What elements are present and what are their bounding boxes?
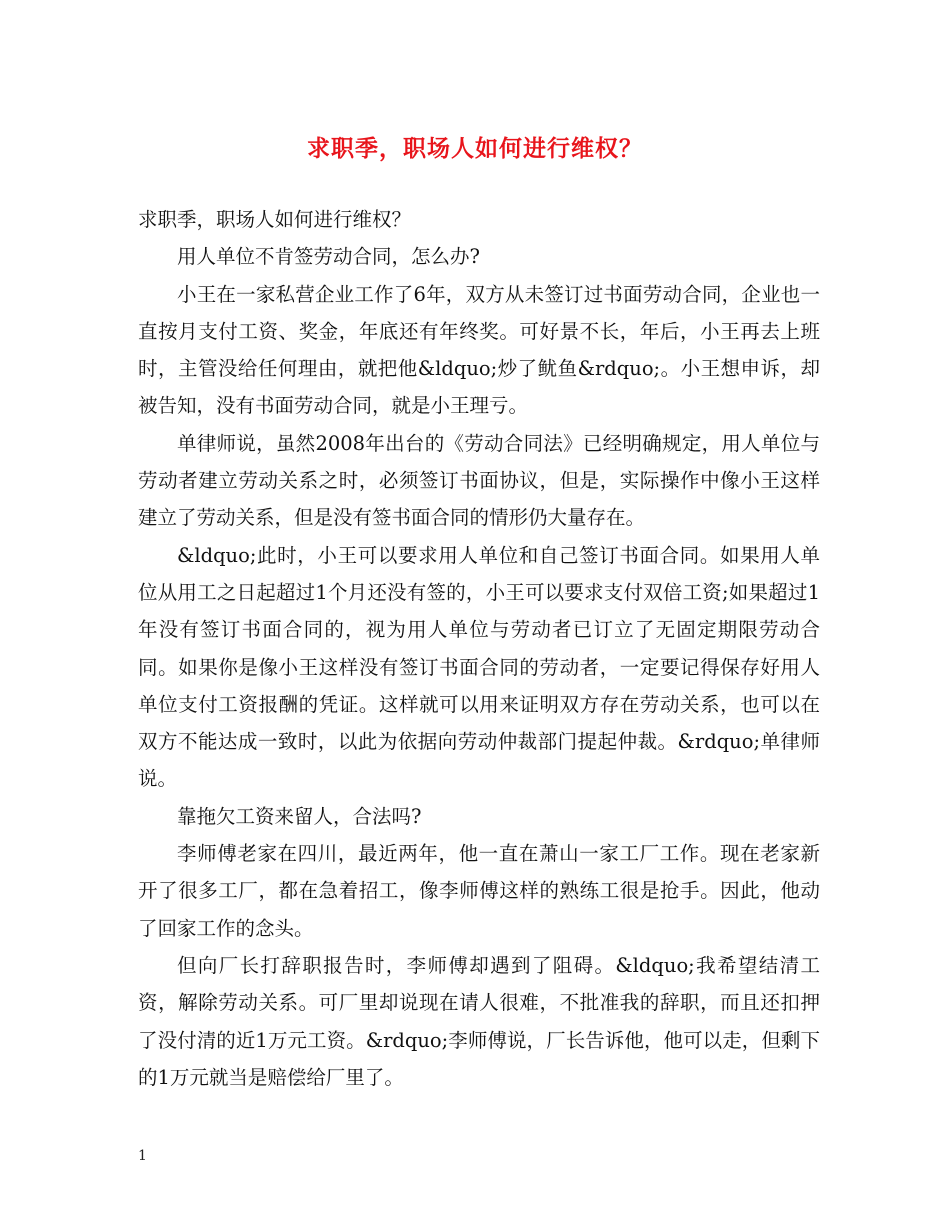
paragraph: &ldquo;此时，小王可以要求用人单位和自己签订书面合同。如果用人单位从用工之日起超过1个月还没有签的，小王可以要求支付双倍工资;如果超过1年没有签订书面合同的，视为用人单位与劳动者已订立了无固定期限劳动合同。如果你是像小王这样没有签订书面合同的劳动者，一定要记得保存好用人单位支付工资报酬的凭证。这样就可以用来证明双方存在劳动关系，也可以在双方不能达成一致时，以此为依据向劳动仲裁部门提起仲裁。&rdquo;单律师说。 bbox=[138, 543, 820, 791]
paragraph: 但向厂长打辞职报告时，李师傅却遇到了阻碍。&ldquo;我希望结清工资，解除劳动关系。可厂里却说现在请人很难，不批准我的辞职，而且还扣押了没付清的近1万元工资。&rdquo;李师傅说，厂长告诉他，他可以走，但剩下的1万元就当是赔偿给厂里了。 bbox=[138, 953, 820, 1089]
paragraph: 求职季，职场人如何进行维权？ bbox=[138, 208, 412, 231]
page-number: 1 bbox=[138, 1148, 147, 1164]
paragraph: 李师傅老家在四川，最近两年，他一直在萧山一家工厂工作。现在老家新开了很多工厂，都在急着招工，像李师傅这样的熟练工很是抢手。因此，他动了回家工作的念头。 bbox=[138, 842, 820, 940]
paragraph: 单律师说，虽然2008年出台的《劳动合同法》已经明确规定，用人单位与劳动者建立劳动关系之时，必须签订书面协议，但是，实际操作中像小王这样建立了劳动关系，但是没有签书面合同的情形仍大量存在。 bbox=[138, 431, 820, 530]
document-body bbox=[138, 201, 820, 1096]
paragraph: 靠拖欠工资来留人，合法吗? bbox=[177, 804, 422, 828]
document-title: 求职季，职场人如何进行维权？ bbox=[307, 135, 643, 162]
paragraph: 小王在一家私营企业工作了6年，双方从未签订过书面劳动合同，企业也一直按月支付工资、奖金，年底还有年终奖。可好景不长，年后，小王再去上班时，主管没给任何理由，就把他&ldquo;炒了鱿鱼&rdquo;。小王想申诉，却被告知，没有书面劳动合同，就是小王理亏。 bbox=[138, 282, 820, 418]
paragraph: 用人单位不肯签劳动合同，怎么办? bbox=[177, 245, 480, 269]
